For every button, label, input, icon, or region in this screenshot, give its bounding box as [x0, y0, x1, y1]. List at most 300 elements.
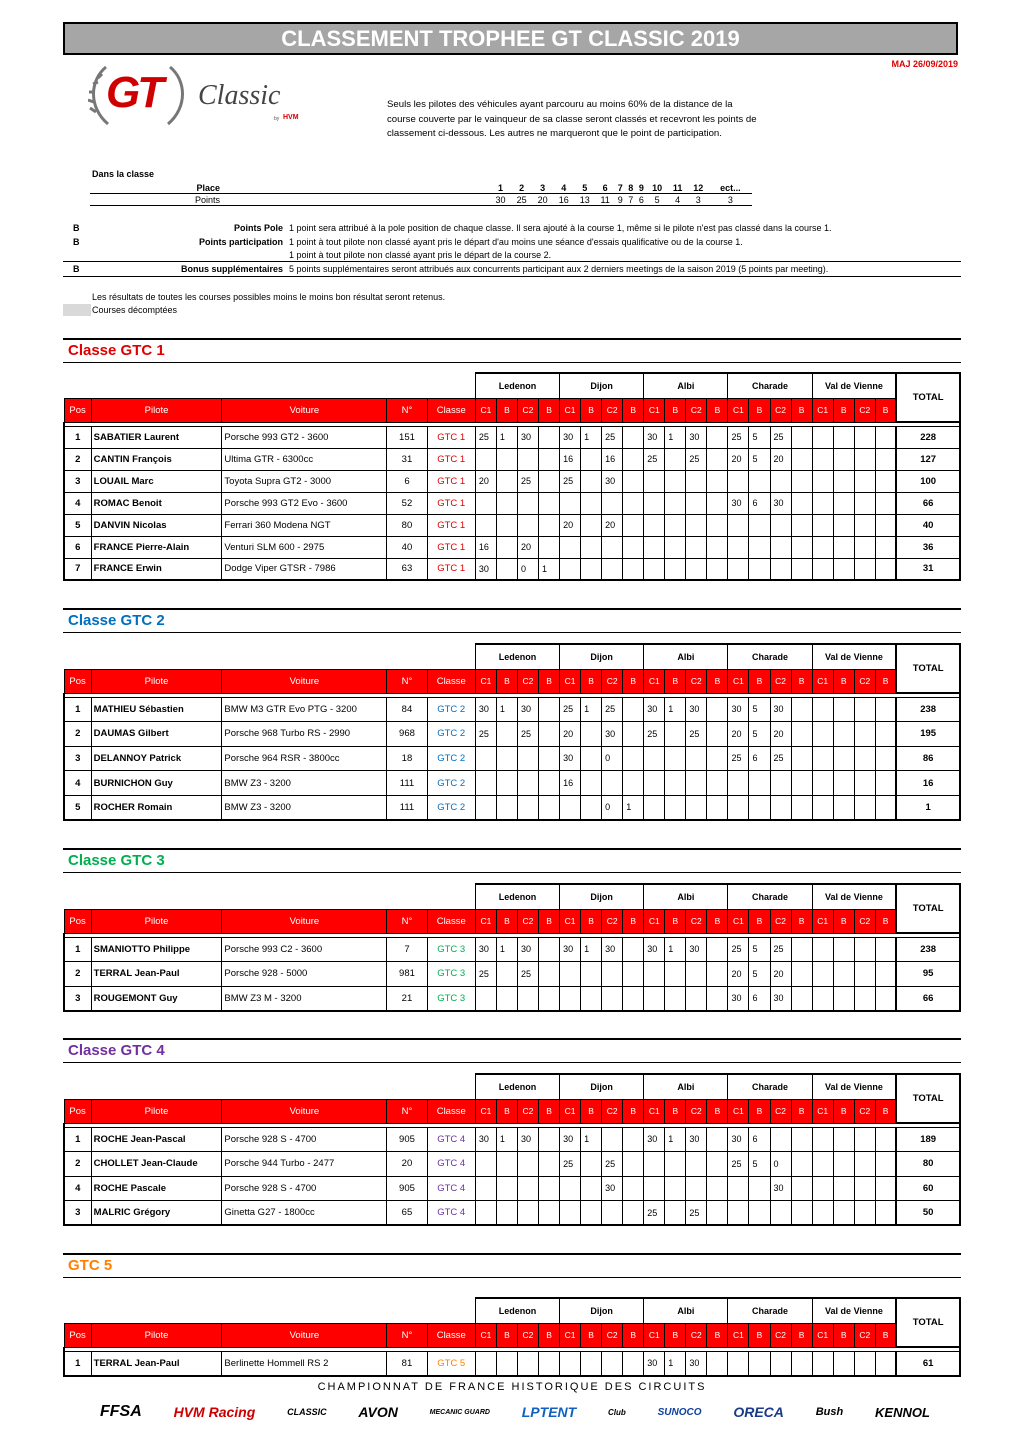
score-cell: [623, 937, 644, 962]
score-cell: [665, 746, 686, 771]
score-cell: [686, 514, 707, 536]
score-cell: [854, 558, 875, 580]
number-cell: 18: [387, 746, 427, 771]
score-cell: [854, 722, 875, 747]
score-cell: 30: [644, 937, 665, 962]
score-cell: [539, 962, 560, 987]
venue-header: Albi: [644, 1074, 728, 1099]
race-subheader: B: [707, 398, 728, 422]
score-cell: [539, 697, 560, 722]
courses-note: Courses décomptées: [92, 305, 178, 315]
race-subheader: B: [665, 909, 686, 933]
table-row: [64, 962, 960, 987]
score-cell: 5: [749, 448, 770, 470]
race-subheader: C1: [475, 398, 496, 422]
score-cell: [833, 470, 854, 492]
race-subheader: C1: [560, 1099, 581, 1123]
race-subheader: B: [539, 669, 560, 693]
score-cell: [770, 1201, 791, 1226]
score-cell: [812, 470, 833, 492]
race-subheader: B: [749, 909, 770, 933]
sponsor-logo: Club: [608, 1407, 626, 1417]
footer-title: CHAMPIONNAT DE FRANCE HISTORIQUE DES CIRCUITS: [317, 1381, 707, 1393]
courses-legend-swatch: [63, 304, 91, 316]
score-cell: [644, 558, 665, 580]
score-cell: 1: [665, 697, 686, 722]
score-cell: [833, 514, 854, 536]
score-cell: [770, 514, 791, 536]
position-cell: 1: [64, 697, 91, 722]
race-subheader: B: [749, 1099, 770, 1123]
score-cell: 20: [770, 962, 791, 987]
race-subheader: C1: [475, 669, 496, 693]
voiture-cell: Ginetta G27 - 1800cc: [222, 1201, 387, 1226]
score-cell: [560, 1201, 581, 1226]
score-cell: 20: [602, 514, 623, 536]
score-cell: [833, 1127, 854, 1152]
score-cell: [560, 536, 581, 558]
position-cell: 3: [64, 1201, 91, 1226]
score-cell: 1: [665, 426, 686, 448]
total-header: TOTAL: [896, 373, 960, 422]
score-cell: [707, 448, 728, 470]
score-cell: [707, 722, 728, 747]
score-cell: [791, 536, 812, 558]
score-cell: [581, 986, 602, 1011]
score-cell: [644, 746, 665, 771]
section-rule: [63, 1253, 961, 1255]
total-cell: 86: [896, 746, 960, 771]
position-cell: 2: [64, 722, 91, 747]
score-cell: [770, 1351, 791, 1376]
pos-header: Pos: [64, 398, 91, 422]
score-cell: 25: [686, 722, 707, 747]
score-cell: [875, 558, 896, 580]
sponsor-logo: MECANIC GUARD: [429, 1408, 490, 1416]
score-cell: [623, 470, 644, 492]
score-cell: 20: [770, 448, 791, 470]
score-cell: 25: [602, 1152, 623, 1177]
table-row: [64, 986, 960, 1011]
score-cell: [602, 536, 623, 558]
score-cell: [475, 1351, 496, 1376]
position-cell: 1: [64, 1127, 91, 1152]
score-cell: [707, 746, 728, 771]
pilote-cell: TERRAL Jean-Paul: [91, 962, 222, 987]
pilote-header: Pilote: [91, 669, 222, 693]
score-cell: [875, 937, 896, 962]
race-subheader: B: [791, 909, 812, 933]
race-subheader: B: [833, 1323, 854, 1347]
score-cell: [475, 1176, 496, 1201]
venue-header: Val de Vienne: [812, 1074, 896, 1099]
score-cell: 30: [728, 492, 749, 514]
race-subheader: C1: [644, 669, 665, 693]
sponsor-logo: AVON: [358, 1404, 398, 1420]
score-cell: [686, 1152, 707, 1177]
score-cell: [728, 536, 749, 558]
score-cell: [539, 795, 560, 820]
score-cell: [854, 962, 875, 987]
race-subheader: B: [581, 669, 602, 693]
table-row: [64, 426, 960, 448]
classe-header: Classe: [427, 1323, 475, 1347]
score-cell: 20: [475, 470, 496, 492]
venue-header: Val de Vienne: [812, 1298, 896, 1323]
score-cell: 25: [517, 722, 538, 747]
score-cell: [475, 492, 496, 514]
score-cell: 30: [770, 697, 791, 722]
race-subheader: C2: [686, 669, 707, 693]
score-cell: [707, 795, 728, 820]
classe-cell: GTC 1: [427, 558, 475, 580]
classe-cell: GTC 2: [427, 771, 475, 796]
table-row: [64, 1176, 960, 1201]
score-cell: 30: [475, 558, 496, 580]
score-cell: 30: [686, 1351, 707, 1376]
score-cell: 1: [496, 937, 517, 962]
score-cell: 25: [644, 448, 665, 470]
venue-header: Charade: [728, 1074, 812, 1099]
number-cell: 981: [387, 962, 427, 987]
score-cell: 20: [728, 722, 749, 747]
race-subheader: B: [875, 669, 896, 693]
score-cell: 0: [517, 558, 538, 580]
blank-cell: [64, 373, 475, 398]
score-cell: [686, 492, 707, 514]
score-cell: [833, 722, 854, 747]
sponsor-logo: KENNOL: [875, 1404, 930, 1420]
score-cell: [602, 558, 623, 580]
number-cell: 21: [387, 986, 427, 1011]
race-subheader: B: [875, 909, 896, 933]
race-subheader: C2: [686, 909, 707, 933]
number-cell: 52: [387, 492, 427, 514]
score-cell: [623, 448, 644, 470]
score-cell: [539, 722, 560, 747]
voiture-header: Voiture: [222, 1099, 387, 1123]
score-cell: [602, 1201, 623, 1226]
score-cell: 25: [517, 962, 538, 987]
intro-text: Seuls les pilotes des véhicules ayant parcouru au moins 60% de la distance de la course couverte par le vainqueur de sa classe seront classés et recevront les points de classement ci-dessous. Les autres ne marqueront que le point de participation.: [387, 99, 757, 139]
position-cell: 4: [64, 771, 91, 796]
score-cell: [539, 937, 560, 962]
points-cell: 3: [695, 194, 701, 205]
pilote-cell: DAUMAS Gilbert: [91, 722, 222, 747]
score-cell: [770, 1127, 791, 1152]
venue-header: Charade: [728, 644, 812, 669]
blank-cell: [64, 644, 475, 669]
score-cell: [686, 558, 707, 580]
score-cell: [623, 558, 644, 580]
number-cell: 111: [387, 795, 427, 820]
score-cell: [707, 536, 728, 558]
results-table: [63, 643, 961, 821]
sponsor-logo: CLASSIC: [287, 1407, 327, 1417]
venue-header: Ledenon: [475, 373, 559, 398]
race-subheader: B: [581, 909, 602, 933]
score-cell: [496, 492, 517, 514]
pilote-header: Pilote: [91, 909, 222, 933]
total-cell: 66: [896, 492, 960, 514]
score-cell: [539, 470, 560, 492]
score-cell: [623, 492, 644, 514]
score-cell: [539, 1127, 560, 1152]
venue-header: Ledenon: [475, 884, 559, 909]
race-subheader: B: [707, 909, 728, 933]
score-cell: [833, 746, 854, 771]
score-cell: 30: [728, 1127, 749, 1152]
score-cell: 25: [560, 1152, 581, 1177]
score-cell: [496, 1201, 517, 1226]
score-cell: [686, 771, 707, 796]
score-cell: [854, 986, 875, 1011]
score-cell: 1: [496, 697, 517, 722]
score-cell: [496, 962, 517, 987]
score-cell: [644, 771, 665, 796]
score-cell: [581, 722, 602, 747]
score-cell: [644, 470, 665, 492]
score-cell: [791, 448, 812, 470]
score-cell: 5: [749, 722, 770, 747]
score-cell: [496, 448, 517, 470]
race-subheader: B: [539, 1323, 560, 1347]
total-cell: 1: [896, 795, 960, 820]
score-cell: [833, 1176, 854, 1201]
score-cell: 1: [665, 937, 686, 962]
venue-header: Ledenon: [475, 1074, 559, 1099]
race-subheader: C2: [602, 669, 623, 693]
sponsor-logo: Bush: [815, 1406, 844, 1418]
pilote-cell: SMANIOTTO Philippe: [91, 937, 222, 962]
score-cell: 30: [728, 986, 749, 1011]
position-cell: 4: [64, 492, 91, 514]
score-cell: 30: [475, 1127, 496, 1152]
score-cell: 25: [686, 1201, 707, 1226]
score-cell: [539, 746, 560, 771]
number-header: N°: [387, 398, 427, 422]
score-cell: 25: [644, 1201, 665, 1226]
gt-classic-logo: [88, 62, 313, 132]
pilote-header: Pilote: [91, 398, 222, 422]
score-cell: 6: [749, 1127, 770, 1152]
score-cell: 30: [686, 426, 707, 448]
score-cell: [665, 1201, 686, 1226]
score-cell: [812, 448, 833, 470]
race-subheader: C2: [686, 1323, 707, 1347]
score-cell: 1: [665, 1127, 686, 1152]
score-cell: [854, 1201, 875, 1226]
blank-cell: [64, 1298, 475, 1323]
score-cell: [812, 1201, 833, 1226]
score-cell: 30: [686, 937, 707, 962]
pos-header: Pos: [64, 1099, 91, 1123]
score-cell: 1: [623, 795, 644, 820]
race-subheader: C2: [854, 909, 875, 933]
score-cell: 25: [644, 722, 665, 747]
score-cell: 25: [728, 1152, 749, 1177]
section-underline: [63, 632, 961, 633]
place-cell: 1: [498, 182, 504, 193]
score-cell: [496, 746, 517, 771]
score-cell: [854, 426, 875, 448]
classe-header: Classe: [427, 398, 475, 422]
voiture-cell: Porsche 928 S - 4700: [222, 1176, 387, 1201]
score-cell: [602, 1127, 623, 1152]
score-cell: [749, 1351, 770, 1376]
score-cell: [812, 1351, 833, 1376]
total-cell: 60: [896, 1176, 960, 1201]
score-cell: [728, 795, 749, 820]
score-cell: [475, 1152, 496, 1177]
race-subheader: B: [496, 909, 517, 933]
race-subheader: C2: [854, 1323, 875, 1347]
score-cell: 5: [749, 697, 770, 722]
total-cell: 127: [896, 448, 960, 470]
classe-cell: GTC 2: [427, 697, 475, 722]
place-cell: 12: [693, 182, 704, 193]
total-cell: 80: [896, 1152, 960, 1177]
score-cell: [812, 1152, 833, 1177]
voiture-cell: Porsche 964 RSR - 3800cc: [222, 746, 387, 771]
number-cell: 7: [387, 937, 427, 962]
rule-b: B: [73, 264, 80, 274]
score-cell: [791, 746, 812, 771]
pilote-cell: ROUGEMONT Guy: [91, 986, 222, 1011]
score-cell: [875, 1351, 896, 1376]
pilote-cell: ROMAC Benoit: [91, 492, 222, 514]
score-cell: [623, 722, 644, 747]
score-cell: 30: [602, 937, 623, 962]
race-subheader: B: [496, 1099, 517, 1123]
number-cell: 20: [387, 1152, 427, 1177]
dans-la-classe-label: Dans la classe: [92, 169, 155, 179]
score-cell: 30: [686, 697, 707, 722]
race-subheader: C2: [517, 1099, 538, 1123]
score-cell: [875, 1201, 896, 1226]
number-header: N°: [387, 1099, 427, 1123]
score-cell: 1: [581, 697, 602, 722]
section-underline: [63, 1277, 961, 1278]
score-cell: [791, 426, 812, 448]
points-cell: 16: [558, 194, 569, 205]
score-cell: [644, 986, 665, 1011]
race-subheader: C1: [812, 398, 833, 422]
position-cell: 1: [64, 426, 91, 448]
score-cell: [539, 536, 560, 558]
score-cell: [875, 470, 896, 492]
voiture-cell: Porsche 993 C2 - 3600: [222, 937, 387, 962]
score-cell: [475, 986, 496, 1011]
logo-classic: Classic: [198, 80, 281, 111]
score-cell: [560, 1351, 581, 1376]
score-cell: 30: [475, 937, 496, 962]
race-subheader: B: [623, 1323, 644, 1347]
score-cell: [539, 1201, 560, 1226]
score-cell: [854, 795, 875, 820]
sponsor-logo: SUNOCO: [657, 1406, 702, 1418]
score-cell: [539, 771, 560, 796]
score-cell: 5: [749, 937, 770, 962]
table-row: [64, 1351, 960, 1376]
score-cell: [496, 470, 517, 492]
score-cell: [623, 536, 644, 558]
race-subheader: B: [875, 398, 896, 422]
race-subheader: B: [749, 669, 770, 693]
table-row: [64, 746, 960, 771]
race-subheader: C2: [770, 669, 791, 693]
score-cell: [707, 937, 728, 962]
pilote-cell: TERRAL Jean-Paul: [91, 1351, 222, 1376]
rule-key: Points Pole: [233, 223, 283, 233]
score-cell: [833, 558, 854, 580]
score-cell: 25: [770, 937, 791, 962]
score-cell: 30: [517, 937, 538, 962]
position-cell: 1: [64, 1351, 91, 1376]
classe-cell: GTC 1: [427, 536, 475, 558]
score-cell: 0: [602, 795, 623, 820]
total-cell: 189: [896, 1127, 960, 1152]
table-row: [64, 558, 960, 580]
score-cell: 20: [560, 722, 581, 747]
race-subheader: C1: [812, 1323, 833, 1347]
score-cell: [875, 536, 896, 558]
score-cell: [791, 697, 812, 722]
race-subheader: C2: [517, 909, 538, 933]
score-cell: 20: [770, 722, 791, 747]
score-cell: [791, 558, 812, 580]
score-cell: [475, 448, 496, 470]
score-cell: [707, 986, 728, 1011]
number-cell: 6: [387, 470, 427, 492]
venue-header: Charade: [728, 373, 812, 398]
race-subheader: B: [791, 1099, 812, 1123]
total-cell: 31: [896, 558, 960, 580]
number-cell: 84: [387, 697, 427, 722]
classe-cell: GTC 3: [427, 937, 475, 962]
score-cell: 30: [560, 426, 581, 448]
score-cell: [539, 1351, 560, 1376]
score-cell: [812, 558, 833, 580]
score-cell: 25: [728, 426, 749, 448]
race-subheader: C2: [686, 398, 707, 422]
score-cell: [728, 470, 749, 492]
voiture-cell: Dodge Viper GTSR - 7986: [222, 558, 387, 580]
venue-header: Albi: [644, 1298, 728, 1323]
score-cell: 30: [602, 1176, 623, 1201]
points-cell: 7: [628, 194, 634, 205]
place-cell: 11: [672, 182, 683, 193]
race-subheader: B: [623, 909, 644, 933]
score-cell: 25: [602, 697, 623, 722]
points-scale-table: [90, 182, 752, 206]
section-title: Classe GTC 2: [68, 612, 165, 629]
total-header: TOTAL: [896, 644, 960, 693]
score-cell: [875, 795, 896, 820]
score-cell: [791, 771, 812, 796]
results-table: [63, 883, 961, 1012]
score-cell: [812, 426, 833, 448]
score-cell: 30: [517, 1127, 538, 1152]
score-cell: [644, 536, 665, 558]
race-subheader: C1: [475, 1323, 496, 1347]
table-row: [64, 492, 960, 514]
score-cell: [833, 492, 854, 514]
score-cell: 30: [517, 426, 538, 448]
points-cell: 5: [654, 194, 660, 205]
section-title: Classe GTC 4: [68, 1042, 165, 1059]
table-row: [64, 697, 960, 722]
